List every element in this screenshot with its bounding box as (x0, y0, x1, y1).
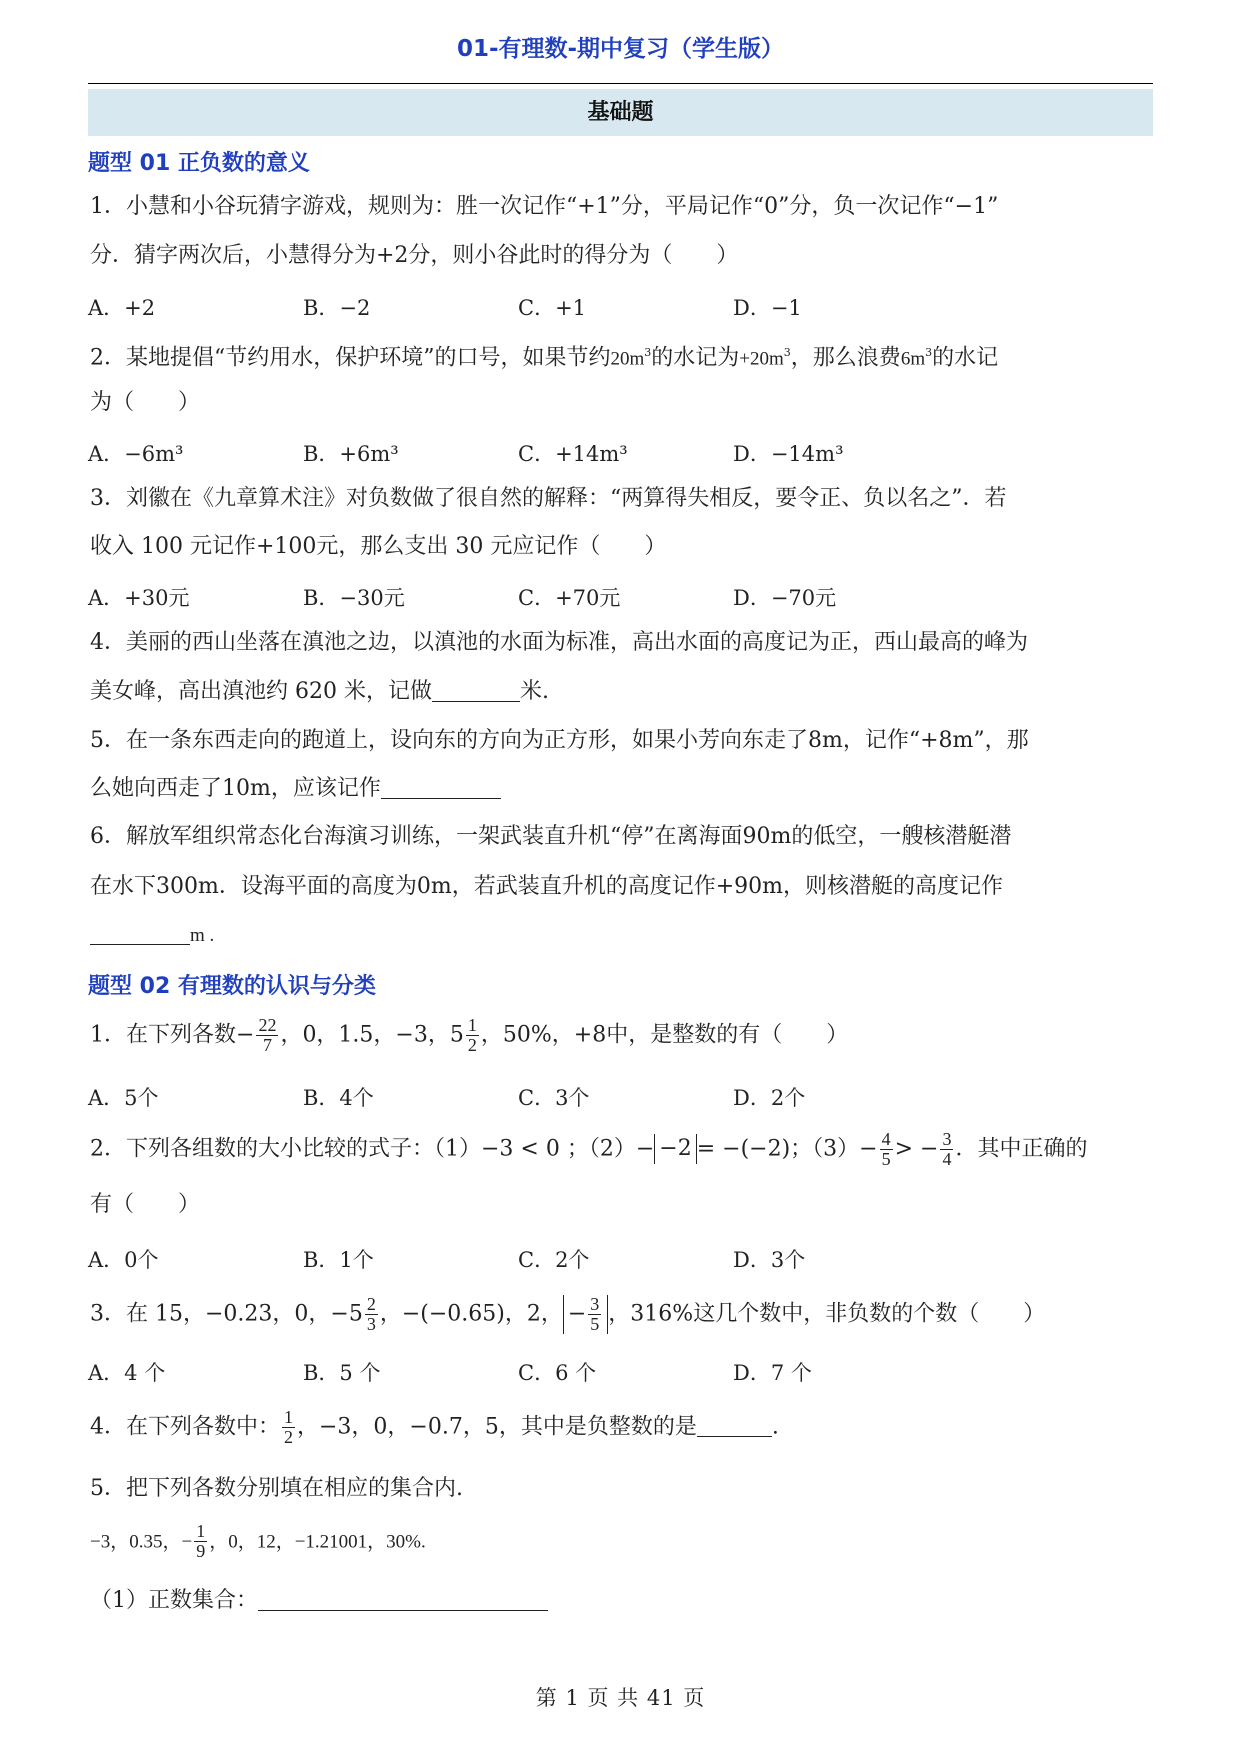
q2-line-2: 为（ ） (90, 390, 201, 415)
p1-mixed-fraction: $\frac{1}{2}$ (467, 1015, 477, 1055)
p1-options (88, 1082, 988, 1112)
p2-line-2: 有（ ） (90, 1192, 201, 1217)
p4-fraction: $\frac{1}{2}$ (284, 1407, 293, 1447)
q2-option-b[interactable]: B．+6m³ (303, 442, 399, 466)
p3-option-b[interactable]: B．5 个 (303, 1361, 381, 1385)
p1-option-d[interactable]: D．2个 (733, 1086, 806, 1110)
q6-line-1: 6．解放军组织常态化台海演习训练，一架武装直升机“停”在离海面90m的低空，一艘核潜艇潜 (90, 824, 1012, 849)
q3-line-1: 3．刘徽在《九章算术注》对负数做了很自然的解释：“两算得失相反，要令正、负以名之”．若 (90, 486, 1007, 511)
p5-line-3: （1）正数集合： (90, 1586, 548, 1616)
p5-positive-set-blank[interactable] (258, 1588, 548, 1611)
q3-options (88, 582, 988, 612)
q3-line-2: 收入 100 元记作+100元，那么支出 30 元应记作（ ） (90, 534, 667, 559)
q5-line-1: 5．在一条东西走向的跑道上，设向东的方向为正方形，如果小芳向东走了8m，记作“+8m”，那 (90, 728, 1029, 753)
p2-line-1: 2．下列各组数的大小比较的式子：（1）−3 < 0 ；（2）− −2 = −(−2)；（3）− $\frac{4}{5}$ > − $\frac{3}{4}$ ．其中正确的 (90, 1129, 1088, 1169)
type-02-heading: 题型 02 有理数的认识与分类 (88, 974, 376, 999)
type-01-heading: 题型 01 正负数的意义 (88, 151, 310, 176)
q3-option-a[interactable]: A．+30元 (88, 586, 190, 610)
p3-line-1: 3．在 15，−0.23，0，−5 $\frac{2}{3}$ ，−(−0.65)，2， − $\frac{3}{5}$ ，316%这几个数中，非负数的个数（ ） (90, 1294, 1046, 1334)
title-divider (88, 83, 1153, 84)
q1-line-2: 分．猜字两次后，小慧得分为+2分，则小谷此时的得分为（ ） (90, 243, 739, 268)
q1-option-a[interactable]: A．+2 (88, 296, 156, 320)
q1-line-1: 1．小慧和小谷玩猜字游戏，规则为：胜一次记作“+1”分，平局记作“0”分，负一次记作“−1” (90, 194, 999, 219)
p2-option-d[interactable]: D．3个 (733, 1248, 806, 1272)
page-title: 01-有理数-期中复习（学生版） (456, 36, 785, 62)
p2-absolute-value: −2 (654, 1134, 696, 1164)
q3-option-b[interactable]: B．−30元 (303, 586, 405, 610)
p4-answer-blank[interactable] (697, 1414, 772, 1437)
q5-answer-blank[interactable] (381, 776, 501, 799)
p5-line-2: −3，0.35，− $\frac{1}{9}$ ，0，12，−1.21001，30%. (90, 1521, 426, 1561)
q6-line-3: m . (90, 920, 214, 951)
p2-option-b[interactable]: B．1个 (303, 1248, 374, 1272)
q4-answer-blank[interactable] (432, 679, 520, 702)
q2-option-d[interactable]: D．−14m³ (733, 442, 844, 466)
p2-options (88, 1244, 988, 1274)
q1-option-d[interactable]: D．−1 (733, 296, 802, 320)
p1-line-1: 1．在下列各数− $\frac{22}{7}$ ，0，1.5，−3，5 $\frac{1}{2}$ ，50%，+8中，是整数的有（ ） (90, 1015, 849, 1055)
q1-options (88, 292, 988, 322)
q4-line-1: 4．美丽的西山坐落在滇池之边，以滇池的水面为标准，高出水面的高度记为正，西山最高的峰为 (90, 630, 1029, 655)
p1-fraction: $\frac{22}{7}$ (258, 1015, 277, 1055)
p2-option-a[interactable]: A．0个 (88, 1248, 159, 1272)
q6-answer-blank[interactable] (90, 922, 190, 945)
section-header: 基础题 (88, 89, 1153, 136)
q2-options (88, 438, 988, 468)
p3-option-d[interactable]: D．7 个 (733, 1361, 812, 1385)
q6-line-2: 在水下300m．设海平面的高度为0m，若武装直升机的高度记作+90m，则核潜艇的高度记作 (90, 874, 1004, 899)
p3-option-c[interactable]: C．6 个 (518, 1361, 597, 1385)
p4-line-1: 4．在下列各数中： $\frac{1}{2}$ ，−3，0，−0.7，5，其中是负整数的是 . (90, 1407, 779, 1447)
p2-fraction-2: $\frac{3}{4}$ (942, 1129, 952, 1169)
q3-option-c[interactable]: C．+70元 (518, 586, 621, 610)
p2-fraction-1: $\frac{4}{5}$ (881, 1129, 891, 1169)
q5-line-2: 么她向西走了10m，应该记作 (90, 774, 501, 804)
p1-option-b[interactable]: B．4个 (303, 1086, 374, 1110)
page-footer: 第 1 页 共 41 页 (535, 1686, 706, 1710)
p5-fraction: $\frac{1}{9}$ (196, 1521, 206, 1561)
p3-mixed-fraction: $\frac{2}{3}$ (366, 1294, 376, 1334)
q2-line-1: 2．某地提倡“节约用水，保护环境”的口号，如果节约$20m^3$的水记为$+20m^3$，那么浪费$6m^3$的水记 (90, 345, 999, 371)
q4-line-2: 美女峰，高出滇池约 620 米，记做 米. (90, 679, 549, 704)
q1-option-b[interactable]: B．−2 (303, 296, 371, 320)
q2-option-a[interactable]: A．−6m³ (88, 442, 184, 466)
p5-line-1: 5．把下列各数分别填在相应的集合内. (90, 1476, 463, 1501)
q1-option-c[interactable]: C．+1 (518, 296, 587, 320)
p1-option-c[interactable]: C．3个 (518, 1086, 590, 1110)
p1-option-a[interactable]: A．5个 (88, 1086, 159, 1110)
q2-option-c[interactable]: C．+14m³ (518, 442, 628, 466)
p3-options (88, 1357, 988, 1387)
p3-option-a[interactable]: A．4 个 (88, 1361, 166, 1385)
q3-option-d[interactable]: D．−70元 (733, 586, 837, 610)
p2-option-c[interactable]: C．2个 (518, 1248, 590, 1272)
p3-absolute-value: − $\frac{3}{5}$ (563, 1295, 608, 1334)
